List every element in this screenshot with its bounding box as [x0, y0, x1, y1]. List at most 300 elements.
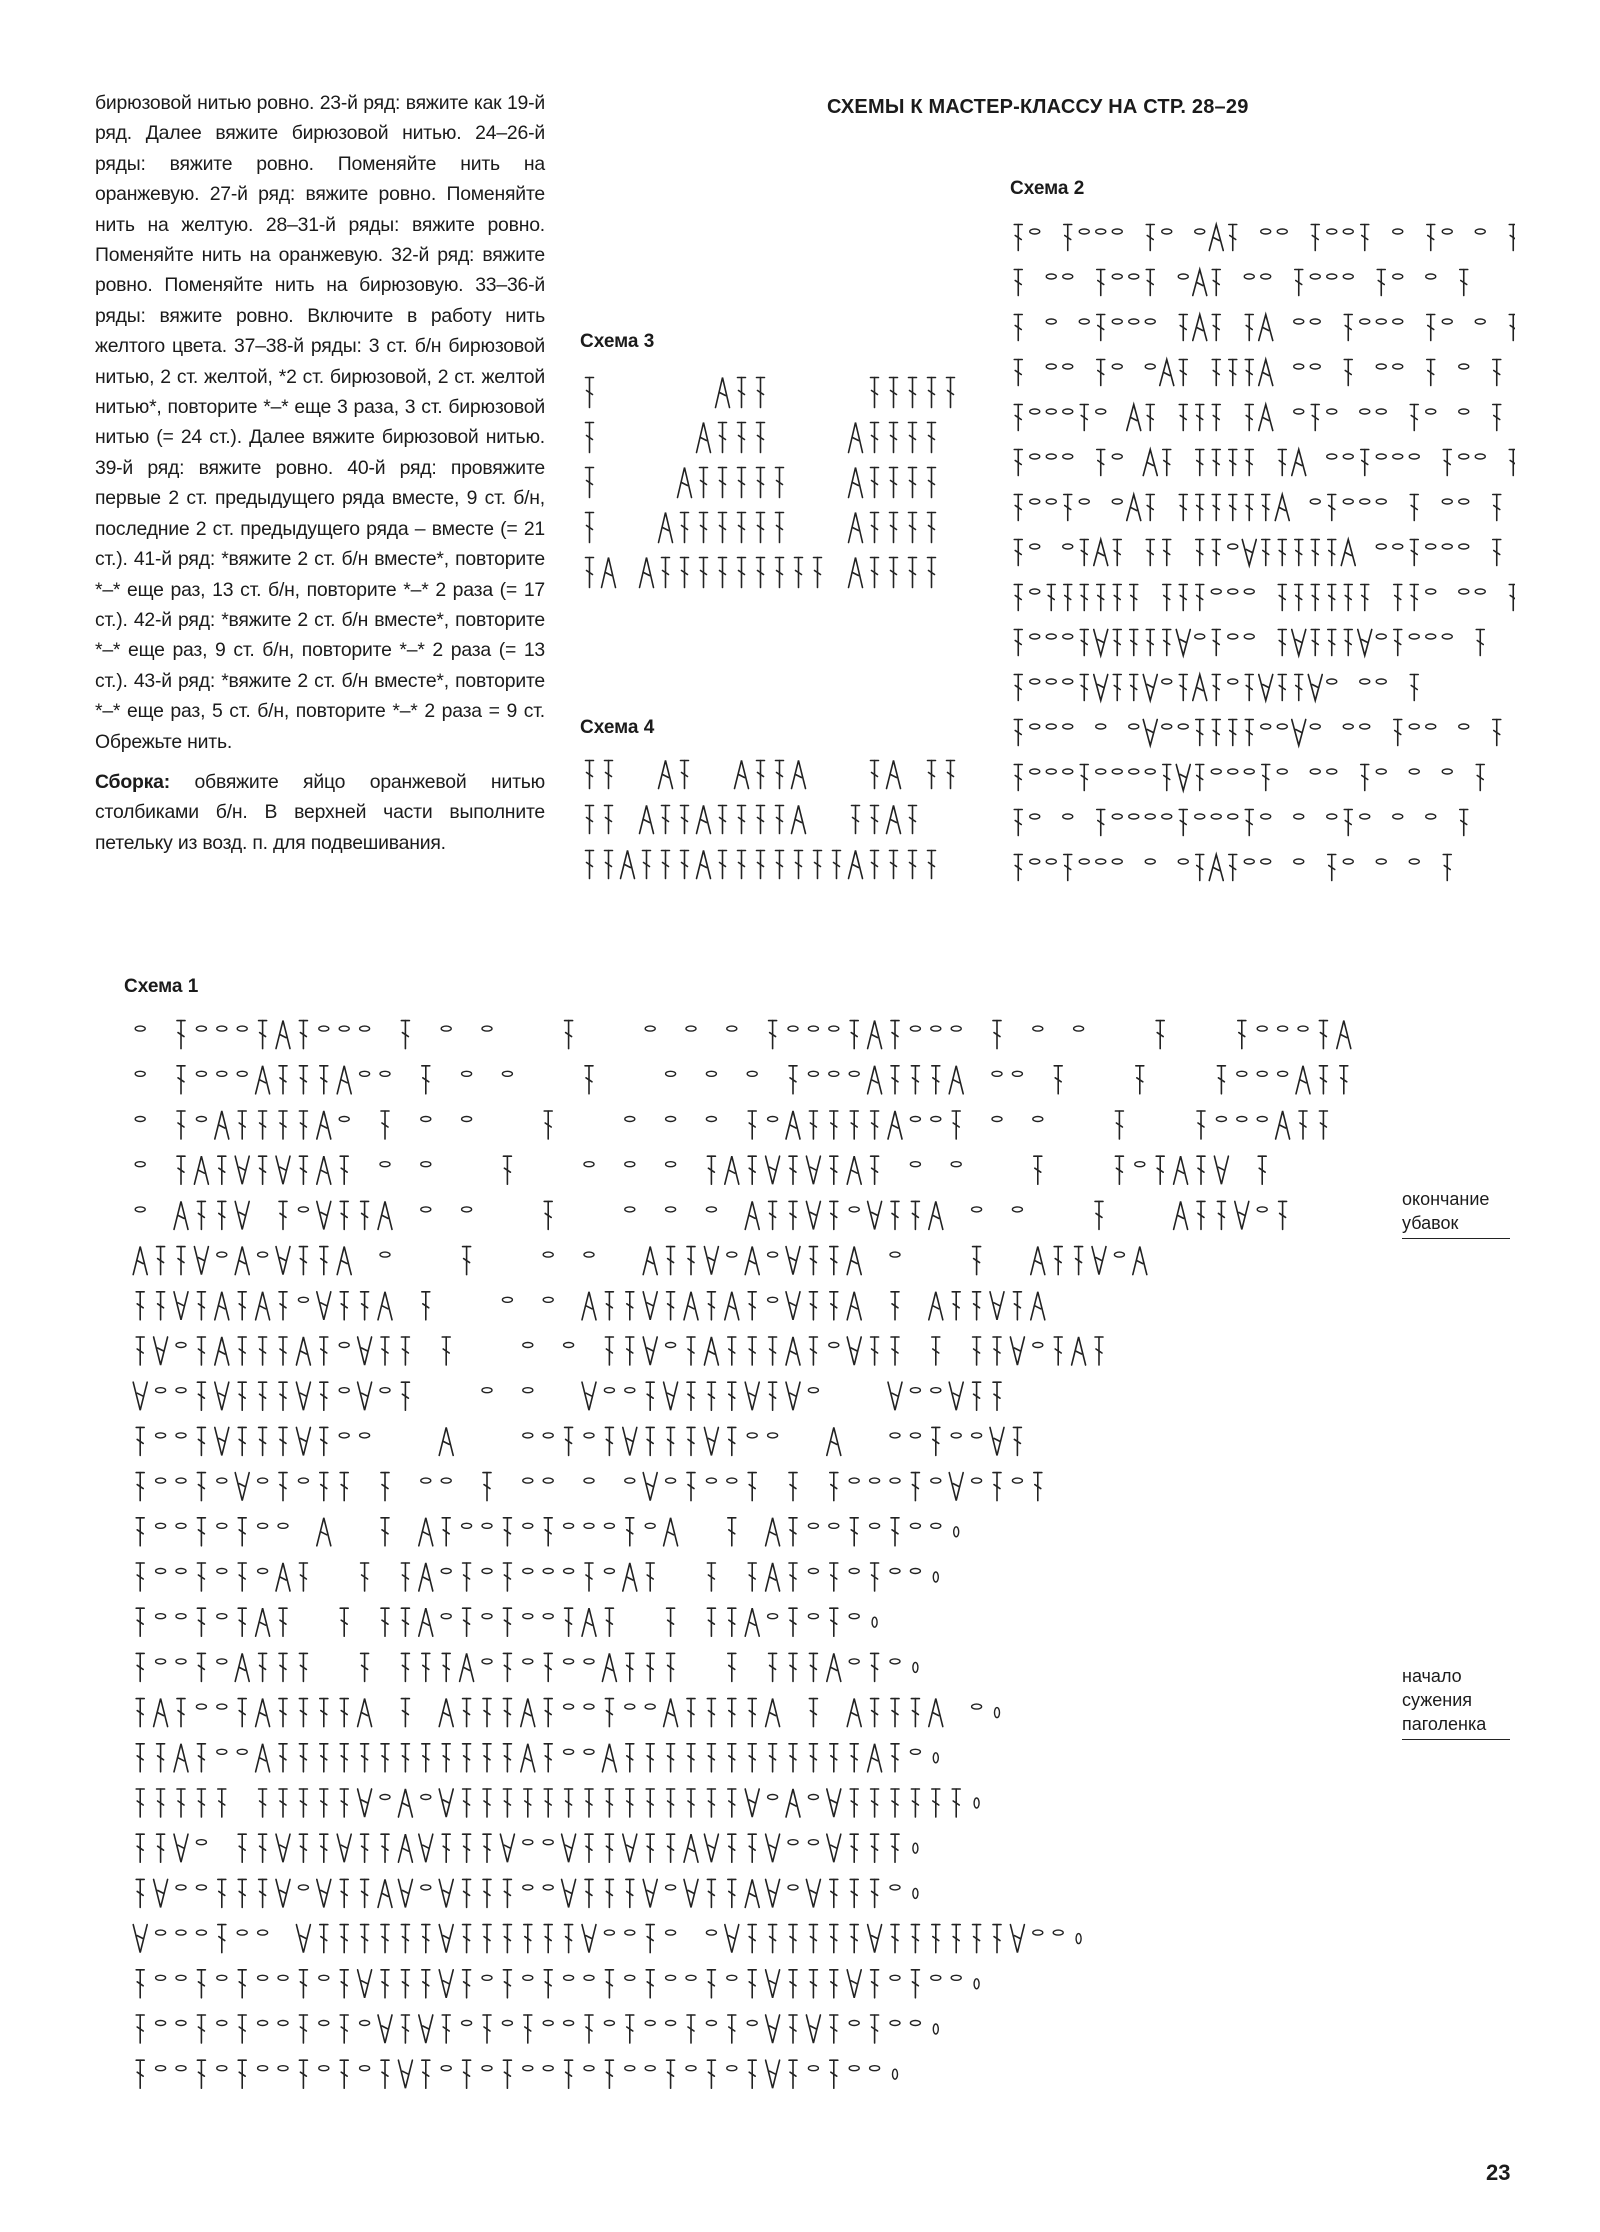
- stitch-symbol: [748, 1744, 756, 1772]
- chain-symbol: [808, 1523, 818, 1528]
- stitch-symbol: [1229, 360, 1237, 386]
- chain-symbol: [951, 1162, 961, 1167]
- chain-symbol: [462, 2021, 472, 2026]
- chain-symbol: [604, 1930, 614, 1935]
- stitch-symbol: [776, 806, 784, 834]
- chain-symbol: [380, 1162, 390, 1167]
- chain-symbol: [523, 1523, 533, 1528]
- stitch-symbol: [890, 513, 898, 543]
- stitch-symbol: [586, 558, 594, 588]
- decrease-symbol: [1259, 405, 1273, 431]
- stitch-symbol: [728, 1744, 736, 1772]
- increase-symbol: [725, 1925, 739, 1953]
- chain-symbol: [808, 1071, 818, 1076]
- chain-symbol: [1294, 319, 1304, 324]
- chain-symbol: [217, 1523, 227, 1528]
- chain-symbol: [196, 1071, 206, 1076]
- stitch-symbol: [565, 1789, 573, 1817]
- chain-symbol: [1228, 634, 1238, 639]
- stitch-symbol: [789, 1925, 797, 1953]
- chain-symbol: [1096, 409, 1106, 414]
- chain-symbol: [1257, 1207, 1267, 1212]
- stitch-symbol: [850, 1834, 858, 1862]
- decrease-symbol: [1193, 675, 1207, 701]
- decrease-symbol: [1094, 540, 1108, 566]
- chart-row: [1014, 315, 1515, 341]
- stitch-symbol: [646, 1970, 654, 1998]
- chain-symbol: [278, 2021, 288, 2026]
- increase-symbol: [215, 1382, 229, 1410]
- decrease-symbol: [827, 1427, 841, 1455]
- decrease-symbol: [849, 423, 863, 453]
- chain-symbol: [849, 2066, 859, 2071]
- stitch-symbol: [1014, 315, 1022, 341]
- chain-symbol: [1053, 1930, 1063, 1935]
- stitch-symbol: [1179, 585, 1187, 611]
- chain-symbol: [196, 1704, 206, 1709]
- stitch-symbol: [1146, 630, 1154, 656]
- chart-row: [1014, 765, 1484, 791]
- chain-symbol: [1112, 454, 1122, 459]
- chain-symbol: [196, 1885, 206, 1890]
- chain-symbol: [625, 1162, 635, 1167]
- stitch-symbol: [442, 1834, 450, 1862]
- stitch-symbol: [719, 851, 727, 879]
- chain-symbol: [258, 2066, 268, 2071]
- stitch-symbol: [1229, 225, 1237, 251]
- stitch-symbol: [626, 1518, 634, 1546]
- decrease-symbol: [582, 1608, 596, 1636]
- stitch-symbol: [197, 1201, 205, 1229]
- chain-symbol: [360, 1433, 370, 1438]
- chain-symbol: [1277, 229, 1287, 234]
- increase-symbol: [398, 2060, 412, 2088]
- increase-symbol: [1010, 1337, 1024, 1365]
- stitch-symbol: [218, 1925, 226, 1953]
- decrease-symbol: [439, 1427, 453, 1455]
- chain-symbol: [1030, 634, 1040, 639]
- chain-symbol: [258, 1930, 268, 1935]
- stitch-symbol: [973, 1247, 981, 1275]
- chain-symbol: [1195, 229, 1205, 234]
- chain-symbol: [258, 1569, 268, 1574]
- stitch-symbol: [871, 1337, 879, 1365]
- chain-symbol: [913, 1843, 918, 1853]
- stitch-symbol: [757, 806, 765, 834]
- chart-row: [136, 1789, 979, 1817]
- chain-symbol: [849, 1071, 859, 1076]
- stitch-symbol: [279, 1653, 287, 1681]
- stitch-symbol: [687, 1247, 695, 1275]
- chain-symbol: [1310, 364, 1320, 369]
- stitch-symbol: [503, 1518, 511, 1546]
- chain-symbol: [339, 1117, 349, 1122]
- chain-symbol: [482, 1659, 492, 1664]
- stitch-symbol: [299, 1789, 307, 1817]
- stitch-symbol: [442, 1337, 450, 1365]
- stitch-symbol: [814, 851, 822, 879]
- stitch-symbol: [320, 1247, 328, 1275]
- stitch-symbol: [646, 1744, 654, 1772]
- increase-symbol: [215, 1427, 229, 1455]
- stitch-symbol: [279, 1382, 287, 1410]
- stitch-symbol: [687, 1699, 695, 1727]
- chain-symbol: [584, 1659, 594, 1664]
- chain-symbol: [1076, 1934, 1081, 1944]
- chain-symbol: [1030, 229, 1040, 234]
- stitch-symbol: [1344, 810, 1352, 836]
- stitch-symbol: [136, 1699, 144, 1727]
- stitch-symbol: [259, 1653, 267, 1681]
- stitch-symbol: [891, 1292, 899, 1320]
- stitch-symbol: [993, 1382, 1001, 1410]
- increase-symbol: [174, 1834, 188, 1862]
- stitch-symbol: [707, 1699, 715, 1727]
- chain-symbol: [645, 1523, 655, 1528]
- chain-symbol: [1112, 769, 1122, 774]
- decrease-symbol: [419, 1518, 433, 1546]
- increase-symbol: [643, 1473, 657, 1501]
- increase-symbol: [643, 1337, 657, 1365]
- stitch-symbol: [626, 1337, 634, 1365]
- chain-symbol: [870, 1478, 880, 1483]
- chain-symbol: [992, 1071, 1002, 1076]
- stitch-symbol: [299, 1744, 307, 1772]
- stitch-symbol: [1311, 630, 1319, 656]
- stitch-symbol: [871, 1563, 879, 1591]
- chain-symbol: [564, 2021, 574, 2026]
- increase-symbol: [317, 1201, 331, 1229]
- chain-symbol: [176, 1614, 186, 1619]
- stitch-symbol: [1344, 630, 1352, 656]
- chain-symbol: [849, 1614, 859, 1619]
- stitch-symbol: [1179, 495, 1187, 521]
- increase-symbol: [358, 1970, 372, 1998]
- decrease-symbol: [868, 1744, 882, 1772]
- chain-symbol: [972, 1207, 982, 1212]
- chain-symbol: [360, 1026, 370, 1031]
- chain-symbol: [1442, 769, 1452, 774]
- chain-symbol: [910, 1388, 920, 1393]
- chain-symbol: [319, 1975, 329, 1980]
- chain-symbol: [441, 2066, 451, 2071]
- stitch-symbol: [381, 1608, 389, 1636]
- stitch-symbol: [728, 1427, 736, 1455]
- chain-symbol: [1257, 1117, 1267, 1122]
- increase-symbol: [1176, 630, 1190, 656]
- chain-symbol: [913, 1662, 918, 1672]
- stitch-symbol: [565, 1608, 573, 1636]
- stitch-symbol: [646, 1925, 654, 1953]
- decrease-symbol: [1259, 315, 1273, 341]
- chain-symbol: [1046, 679, 1056, 684]
- stitch-symbol: [850, 1744, 858, 1772]
- stitch-symbol: [707, 1563, 715, 1591]
- chain-symbol: [1030, 454, 1040, 459]
- chart-row: [133, 1382, 1001, 1410]
- chain-symbol: [176, 1975, 186, 1980]
- stitch-symbol: [769, 1021, 777, 1049]
- increase-symbol: [296, 1427, 310, 1455]
- increase-symbol: [745, 1382, 759, 1410]
- stitch-symbol: [1097, 315, 1105, 341]
- chain-symbol: [931, 1388, 941, 1393]
- chain-symbol: [380, 1795, 390, 1800]
- increase-symbol: [949, 1382, 963, 1410]
- chain-symbol: [768, 1795, 778, 1800]
- chain-symbol: [625, 1388, 635, 1393]
- stitch-symbol: [748, 1337, 756, 1365]
- chart-row: [586, 806, 917, 834]
- chain-symbol: [564, 1659, 574, 1664]
- decrease-symbol: [623, 1563, 637, 1591]
- stitch-symbol: [238, 1834, 246, 1862]
- stitch-symbol: [238, 2015, 246, 2043]
- chain-symbol: [666, 2021, 676, 2026]
- chain-symbol: [564, 1749, 574, 1754]
- stitch-symbol: [757, 851, 765, 879]
- chain-symbol: [176, 1523, 186, 1528]
- chain-symbol: [972, 1478, 982, 1483]
- stitch-symbol: [136, 1473, 144, 1501]
- chain-symbol: [543, 1433, 553, 1438]
- stitch-symbol: [1064, 495, 1072, 521]
- chain-symbol: [1129, 274, 1139, 279]
- chain-symbol: [584, 1162, 594, 1167]
- chain-symbol: [1459, 409, 1469, 414]
- stitch-symbol: [1196, 540, 1204, 566]
- stitch-symbol: [320, 1925, 328, 1953]
- chain-symbol: [666, 1207, 676, 1212]
- stitch-symbol: [524, 1789, 532, 1817]
- increase-symbol: [1094, 630, 1108, 656]
- chain-symbol: [1030, 589, 1040, 594]
- chain-symbol: [870, 2066, 880, 2071]
- increase-symbol: [439, 1970, 453, 1998]
- stitch-symbol: [789, 1201, 797, 1229]
- stitch-symbol: [871, 1834, 879, 1862]
- decrease-symbol: [766, 1699, 780, 1727]
- increase-symbol: [623, 1427, 637, 1455]
- stitch-symbol: [909, 558, 917, 588]
- stitch-symbol: [1197, 1111, 1205, 1139]
- stitch-symbol: [1311, 585, 1319, 611]
- chart-row: [586, 378, 955, 408]
- stitch-symbol: [707, 1744, 715, 1772]
- chain-symbol: [339, 1026, 349, 1031]
- stitch-symbol: [1146, 405, 1154, 431]
- chain-symbol: [849, 1569, 859, 1574]
- decrease-symbol: [868, 1066, 882, 1094]
- chain-symbol: [1063, 454, 1073, 459]
- stitch-symbol: [463, 1744, 471, 1772]
- increase-symbol: [1176, 765, 1190, 791]
- chain-symbol: [893, 2069, 898, 2079]
- stitch-symbol: [381, 1473, 389, 1501]
- stitch-symbol: [1080, 585, 1088, 611]
- stitch-symbol: [1262, 495, 1270, 521]
- chain-symbol: [604, 1523, 614, 1528]
- decrease-symbol: [664, 1699, 678, 1727]
- scheme-3-label: Схема 3: [580, 331, 655, 352]
- increase-symbol: [868, 1925, 882, 1953]
- chain-symbol: [1063, 544, 1073, 549]
- stitch-symbol: [605, 851, 613, 879]
- stitch-symbol: [1245, 450, 1253, 476]
- stitch-symbol: [299, 1247, 307, 1275]
- chain-symbol: [1244, 769, 1254, 774]
- decrease-symbol: [888, 1111, 902, 1139]
- chain-symbol: [135, 1162, 145, 1167]
- stitch-symbol: [442, 1744, 450, 1772]
- chain-symbol: [502, 1071, 512, 1076]
- stitch-symbol: [1034, 1473, 1042, 1501]
- chart-row: [136, 1563, 938, 1591]
- chain-symbol: [1327, 229, 1337, 234]
- stitch-symbol: [1014, 585, 1022, 611]
- chain-symbol: [972, 1704, 982, 1709]
- increase-symbol: [806, 1201, 820, 1229]
- chain-symbol: [237, 1026, 247, 1031]
- chain-symbol: [872, 1617, 877, 1627]
- scheme-3-chart: [580, 370, 970, 605]
- stitch-symbol: [299, 1834, 307, 1862]
- stitch-symbol: [136, 1653, 144, 1681]
- stitch-symbol: [259, 1427, 267, 1455]
- chain-symbol: [870, 1523, 880, 1528]
- stitch-symbol: [299, 1970, 307, 1998]
- chain-symbol: [278, 2066, 288, 2071]
- chain-symbol: [933, 2024, 938, 2034]
- stitch-symbol: [728, 1834, 736, 1862]
- chain-symbol: [1409, 859, 1419, 864]
- chain-symbol: [1310, 724, 1320, 729]
- stitch-symbol: [626, 2015, 634, 2043]
- increase-symbol: [643, 1879, 657, 1907]
- decrease-symbol: [847, 1247, 861, 1275]
- chain-symbol: [441, 1569, 451, 1574]
- stitch-symbol: [1212, 450, 1220, 476]
- chain-symbol: [1327, 679, 1337, 684]
- chain-symbol: [1376, 364, 1386, 369]
- chain-symbol: [890, 1478, 900, 1483]
- stitch-symbol: [381, 1834, 389, 1862]
- increase-symbol: [358, 1789, 372, 1817]
- stitch-symbol: [1278, 450, 1286, 476]
- decrease-symbol: [847, 1156, 861, 1184]
- stitch-symbol: [503, 1879, 511, 1907]
- stitch-symbol: [769, 1744, 777, 1772]
- stitch-symbol: [361, 1653, 369, 1681]
- stitch-symbol: [1509, 450, 1515, 476]
- stitch-symbol: [719, 468, 727, 498]
- stitch-symbol: [259, 1789, 267, 1817]
- chain-symbol: [1030, 544, 1040, 549]
- chain-symbol: [974, 1979, 979, 1989]
- stitch-symbol: [1179, 315, 1187, 341]
- chain-symbol: [951, 1433, 961, 1438]
- chain-symbol: [995, 1708, 1000, 1718]
- chain-symbol: [951, 1026, 961, 1031]
- chain-symbol: [156, 1614, 166, 1619]
- chain-symbol: [1046, 364, 1056, 369]
- chain-symbol: [217, 1659, 227, 1664]
- chain-symbol: [849, 1659, 859, 1664]
- chain-symbol: [217, 1704, 227, 1709]
- stitch-symbol: [1080, 765, 1088, 791]
- chain-symbol: [298, 1478, 308, 1483]
- stitch-symbol: [1097, 270, 1105, 296]
- chain-symbol: [237, 1749, 247, 1754]
- increase-symbol: [766, 1834, 780, 1862]
- stitch-symbol: [1328, 630, 1336, 656]
- chain-symbol: [1162, 724, 1172, 729]
- increase-symbol: [317, 1292, 331, 1320]
- chain-symbol: [788, 1026, 798, 1031]
- stitch-symbol: [830, 1563, 838, 1591]
- stitch-symbol: [463, 1834, 471, 1862]
- stitch-symbol: [789, 1608, 797, 1636]
- stitch-symbol: [401, 1970, 409, 1998]
- chain-symbol: [564, 1523, 574, 1528]
- decrease-symbol: [792, 806, 806, 834]
- stitch-symbol: [586, 513, 594, 543]
- chain-symbol: [1393, 319, 1403, 324]
- stitch-symbol: [769, 1201, 777, 1229]
- stitch-symbol: [1361, 225, 1369, 251]
- stitch-symbol: [928, 558, 936, 588]
- stitch-symbol: [299, 1066, 307, 1094]
- stitch-symbol: [850, 1879, 858, 1907]
- chain-symbol: [666, 1885, 676, 1890]
- stitch-symbol: [299, 2015, 307, 2043]
- stitch-symbol: [809, 1744, 817, 1772]
- chain-symbol: [890, 1433, 900, 1438]
- stitch-symbol: [1113, 585, 1121, 611]
- chain-symbol: [1112, 364, 1122, 369]
- stitch-symbol: [909, 468, 917, 498]
- stitch-symbol: [738, 851, 746, 879]
- increase-symbol: [766, 2060, 780, 2088]
- stitch-symbol: [1427, 360, 1435, 386]
- stitch-symbol: [662, 806, 670, 834]
- chain-symbol: [217, 1749, 227, 1754]
- chain-symbol: [913, 1888, 918, 1898]
- stitch-symbol: [776, 468, 784, 498]
- chart-row: [136, 1292, 1045, 1320]
- stitch-symbol: [1410, 495, 1418, 521]
- decrease-symbol: [827, 1653, 841, 1681]
- stitch-symbol: [177, 1021, 185, 1049]
- stitch-symbol: [422, 1653, 430, 1681]
- stitch-symbol: [681, 806, 689, 834]
- decrease-symbol: [1133, 1247, 1147, 1275]
- increase-symbol: [1259, 675, 1273, 701]
- decrease-symbol: [521, 1744, 535, 1772]
- decrease-symbol: [849, 513, 863, 543]
- stitch-symbol: [1245, 720, 1253, 746]
- chain-symbol: [584, 1433, 594, 1438]
- chain-symbol: [1310, 319, 1320, 324]
- stitch-symbol: [259, 1879, 267, 1907]
- stitch-symbol: [928, 468, 936, 498]
- stitch-symbol: [789, 1563, 797, 1591]
- stitch-symbol: [871, 1653, 879, 1681]
- increase-symbol: [133, 1925, 147, 1953]
- stitch-symbol: [738, 513, 746, 543]
- stitch-symbol: [1130, 675, 1138, 701]
- stitch-symbol: [1394, 630, 1402, 656]
